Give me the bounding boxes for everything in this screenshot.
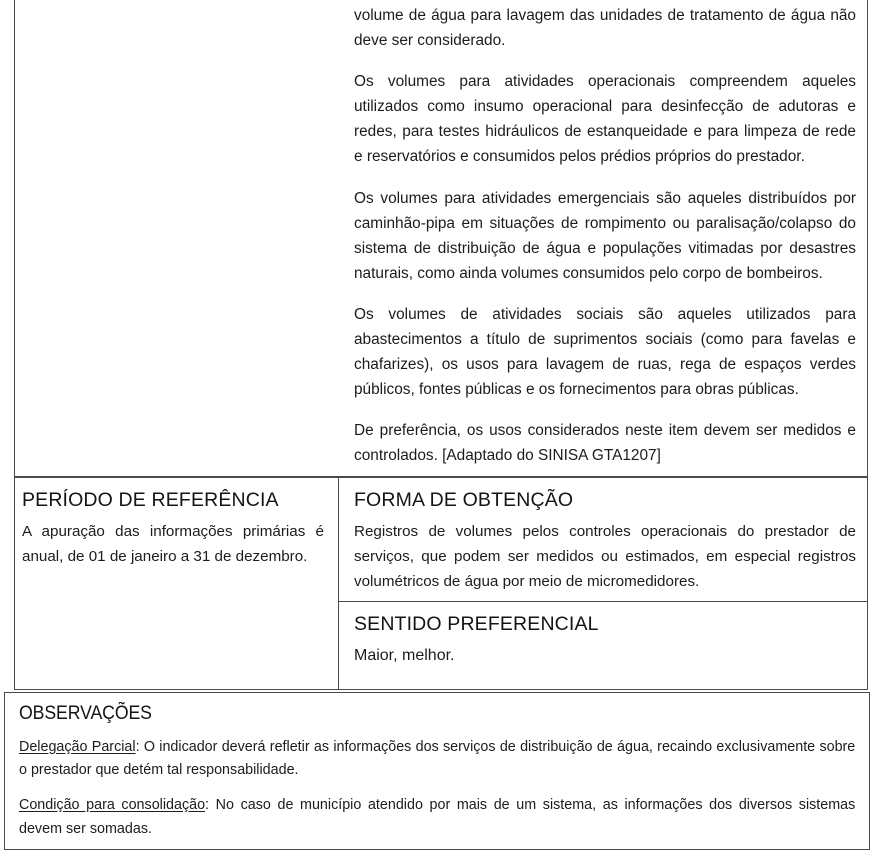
definition-paragraph-3: Os volumes para atividades emergenciais são aqueles distribuídos por caminhão-pipa em situações de rompimento ou paralisação/colapso do sistema de distribuição de água e populações vitimadas por desastres naturais, como ainda volumes consumidos pelo corpo de bombeiros. <box>354 189 856 282</box>
observacoes-item-label: Delegação Parcial <box>19 737 136 755</box>
observacoes-item <box>19 793 855 840</box>
definition-paragraph-4: Os volumes de atividades sociais são aqueles utilizados para abastecimentos a título de suprimentos sociais (como para favelas e chafarizes), os usos para lavagem de ruas, rega de espaços verdes públicos, fontes públicas e os fornecimentos para obras públicas. <box>354 306 856 398</box>
definition-paragraph-1: volume de água para lavagem das unidades de tratamento de água não deve ser considerado. <box>354 7 856 49</box>
observacoes-block <box>4 692 870 850</box>
observacoes-item-separator: : <box>135 737 144 755</box>
metadata-block <box>14 477 868 690</box>
forma-obtencao-title: FORMA DE OBTENÇÃO <box>354 489 574 511</box>
observacoes-title: OBSERVAÇÕES <box>19 703 152 724</box>
forma-obtencao-cell <box>339 478 867 602</box>
definition-paragraph-2: Os volumes para atividades operacionais compreendem aqueles utilizados como insumo operacional para desinfecção de adutoras e redes, para testes hidráulicos de estanqueidade e para limpeza de rede e reservatórios e consumidos pelos prédios próprios do prestador. <box>354 73 856 166</box>
periodo-referencia-text: A apuração das informações primárias é anual, de 01 de janeiro a 31 de dezembro. <box>22 523 324 566</box>
observacoes-item <box>19 735 855 782</box>
observacoes-item-label: Condição para consolidação <box>19 796 206 814</box>
sentido-preferencial-title: SENTIDO PREFERENCIAL <box>354 613 599 635</box>
definition-block <box>14 0 868 477</box>
metadata-right-column <box>339 478 867 689</box>
periodo-referencia-title: PERÍODO DE REFERÊNCIA <box>22 489 279 511</box>
periodo-referencia-cell <box>15 478 339 689</box>
observacoes-item-text: O indicador deverá refletir as informações dos serviços de distribuição de água, recaindo exclusivamente sobre o prestador que detém tal responsabilidade. <box>19 737 856 779</box>
observacoes-item-separator: : <box>205 796 216 814</box>
forma-obtencao-text: Registros de volumes pelos controles operacionais do prestador de serviços, que podem ser medidos ou estimados, em especial registros volumétricos de água por meio de micromedidores. <box>354 523 856 590</box>
definition-left-empty-cell <box>15 0 339 476</box>
sentido-preferencial-cell <box>339 602 867 690</box>
sentido-preferencial-text: Maior, melhor. <box>354 647 455 665</box>
definition-text-cell <box>339 0 867 476</box>
observacoes-item-text: No caso de município atendido por mais de um sistema, as informações dos diversos sistemas devem ser somadas. <box>19 796 856 837</box>
definition-paragraph-5: De preferência, os usos considerados neste item devem ser medidos e controlados. [Adaptado do SINISA GTA1207] <box>354 422 856 465</box>
